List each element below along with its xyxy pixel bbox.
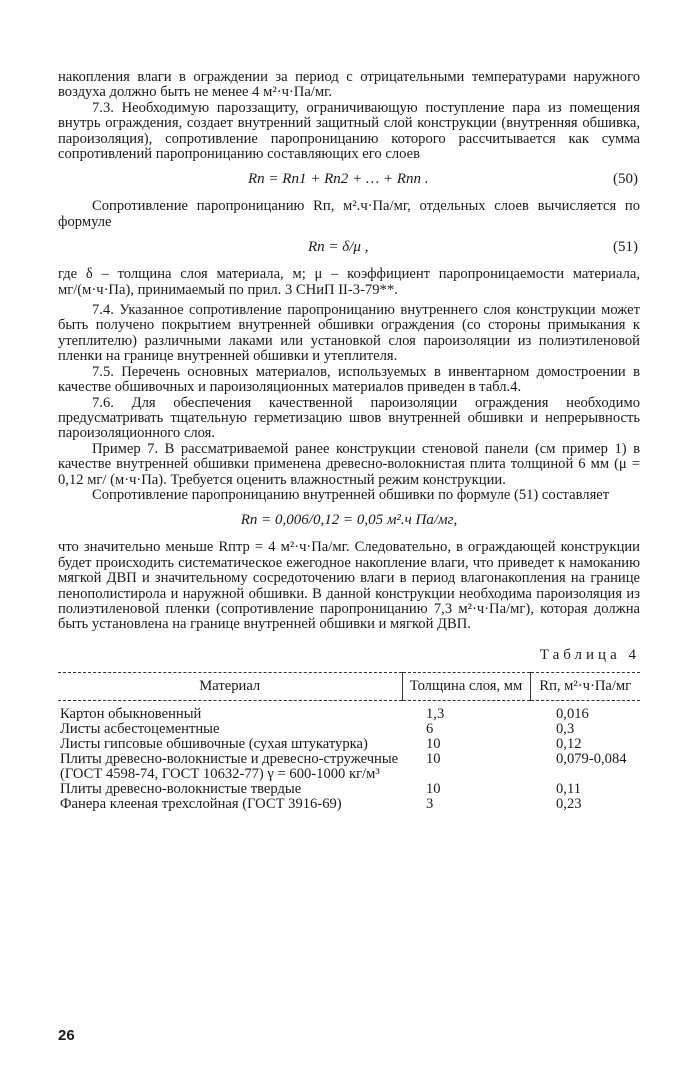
paragraph-resistance-calc: Сопротивление паропроницанию внутренней обшивки по формуле (51) составляет [92,486,610,503]
table-caption: Таблица 4 [539,646,640,663]
cell-resistance: 0,079-0,084 [556,750,627,767]
formula-50-expression: Rп = Rп1 + Rп2 + … + Rпn . [248,171,429,188]
table-row [58,797,640,812]
formula-51 [58,236,640,261]
cell-resistance: 0,12 [556,735,582,752]
cell-resistance: 0,016 [556,705,589,722]
cell-resistance: 0,3 [556,720,575,737]
cell-material: Картон обыкновенный [60,705,202,722]
table-header-row [58,672,640,700]
cell-material: Листы гипсовые обшивочные (сухая штукатурка) [60,735,368,752]
cell-resistance: 0,11 [556,780,581,797]
cell-thickness: 10 [426,780,441,797]
cell-thickness: 1,3 [426,705,445,722]
table-row [58,782,640,797]
header-resistance: Rп, м²·ч·Па/мг [530,672,640,700]
table-row [58,737,640,752]
cell-resistance: 0,23 [556,795,582,812]
paragraph-resistance: Сопротивление паропроницанию Rп, м².ч·Па/мг, отдельных слоев вычисляется по формуле [58,198,640,230]
cell-thickness: 6 [426,720,434,737]
formula-50 [58,168,640,193]
document-page [58,70,640,812]
table-row [58,752,640,782]
formula-51-expression: Rп = δ/μ , [308,239,369,256]
paragraph-7-5: 7.5. Перечень основных материалов, используемых в инвентарном домостроении в качестве обшивочных и пароизоляционных материалов приведен в табл.4. [58,363,640,396]
formula-calc-expression: Rп = 0,006/0,12 = 0,05 м².ч Па/мг, [240,512,458,529]
paragraph-7-6: 7.6. Для обеспечения качественной пароизоляции ограждения необходимо предусматривать тщательную герметизацию швов внутренней обшивки и непрерывность пароизоляционного слоя. [58,394,640,442]
paragraph-conclusion: что значительно меньше Rптр = 4 м²·ч·Па/мг. Следовательно, в ограждающей конструкции будет происходить систематическое ежегодное накопление влаги, что приведет к намоканию мягкой ДВП и значительному сосредоточению влаги в период влагонакопления на границе пенополистирола и наружной обшивки. В данной конструкции необходима пароизоляция из полиэтиленовой пленки (сопротивление паропроницанию 7,3 м²·ч·Па/мг), которая должна быть установлена на границе внутренней обшивки и мягкой ДВП. [58,539,640,633]
cell-material: Фанера клееная трехслойная (ГОСТ 3916-69) [60,795,342,812]
cell-thickness: 3 [426,795,434,812]
cell-thickness: 10 [426,750,441,767]
paragraph-7-3: 7.3. Необходимую пароззащиту, ограничивающую поступление пара из помещения внутрь ограждения, создает внутренний защитный слой конструкции (внутренняя обшивка, пароизоляция), сопротивление паропроницанию которого рассчитывается как сумма сопротивлений паропроницанию составляющих его слоев [58,99,640,163]
table-row [58,722,640,737]
header-material: Материал [58,672,402,700]
table-row [58,700,640,722]
paragraph-example-7: Пример 7. В рассматриваемой ранее конструкции стеновой панели (см пример 1) в качестве внутренней обшивки применена древесно-волокнистая плита толщиной 6 мм (μ = 0,12 мг/ (м·ч·Па). Требуется оценить влажностный режим конструкции. [58,440,640,488]
page-number: 26 [58,1027,75,1044]
paragraph-where: где δ – толщина слоя материала, м; μ – коэффициент паропроницаемости материала, мг/(м·ч·Па), принимаемый по прил. 3 СНиП II-3-79**. [58,266,640,298]
cell-material: Плиты древесно-волокнистые и древесно-стружечные (ГОСТ 4598-74, ГОСТ 10632-77) γ = 600-1000 кг/м³ [60,750,399,782]
formula-50-number: (50) [613,171,638,188]
cell-material: Плиты древесно-волокнистые твердые [60,780,302,797]
formula-calc [58,509,640,534]
header-thickness: Толщина слоя, мм [402,672,530,700]
paragraph-7-4: 7.4. Указанное сопротивление паропроницанию внутреннего слоя конструкции может быть получено покрытием внутренней обшивки ограждения (со стороны примыкания к утеплителю) различными лаками или установкой слоя пароизоляции из полиэтиленовой пленки на границе внутренней обшивки и утеплителя. [58,302,640,365]
materials-table [58,672,640,812]
cell-thickness: 10 [426,735,441,752]
paragraph-intro: накопления влаги в ограждении за период с отрицательными температурами наружного воздуха должно быть не менее 4 м²·ч·Па/мг. [58,69,640,101]
cell-material: Листы асбестоцементные [60,720,220,737]
formula-51-number: (51) [613,239,638,256]
